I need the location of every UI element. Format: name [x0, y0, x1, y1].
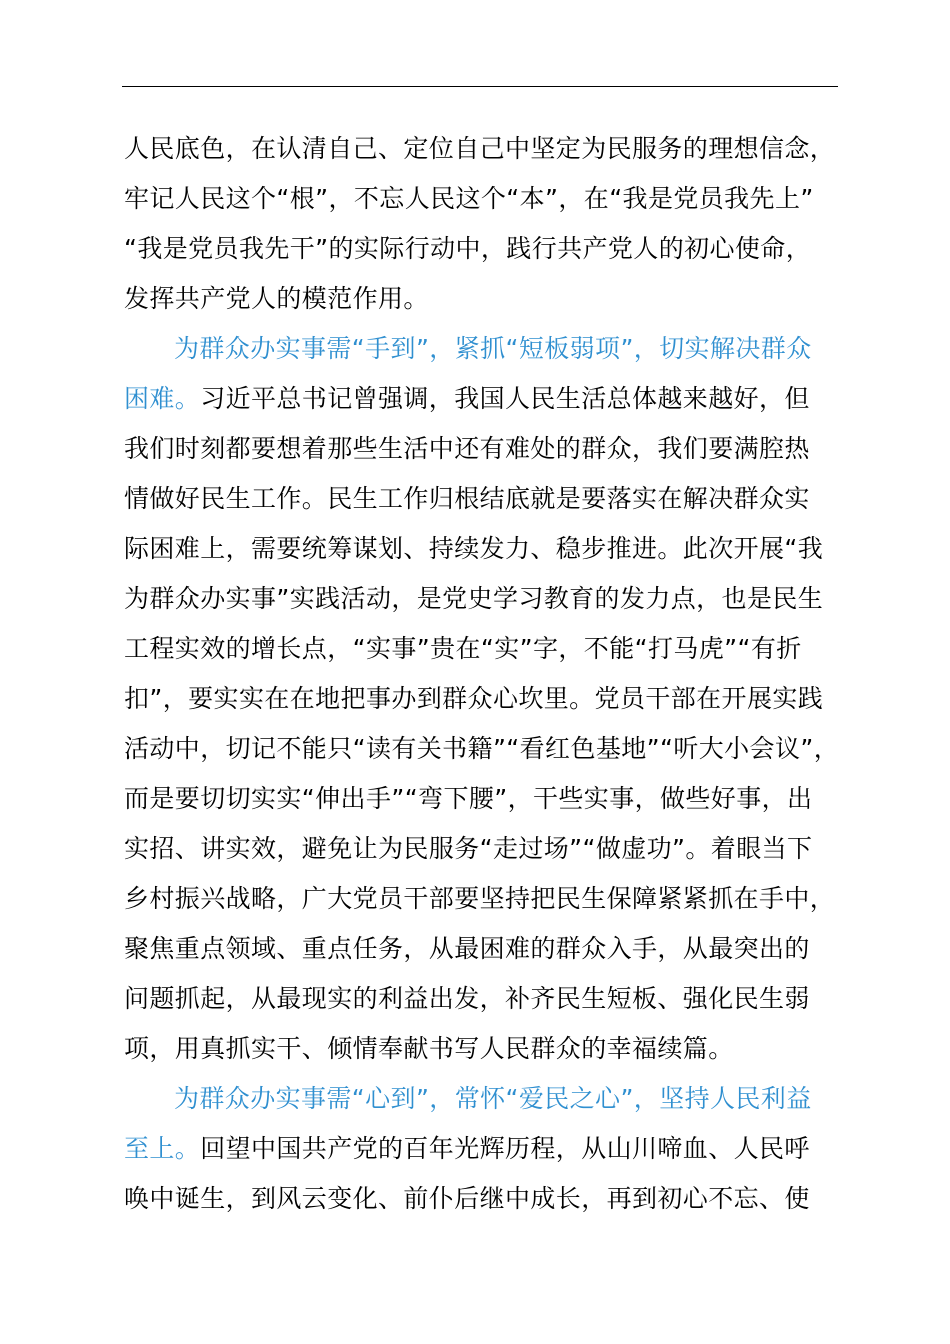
text-line: 乡村振兴战略，广大党员干部要坚持把民生保障紧紧抓在手中，	[124, 884, 836, 913]
text-line: 情做好民生工作。民生工作归根结底就是要落实在解决群众实	[124, 484, 810, 513]
text-line: 工程实效的增长点，“实事”贵在“实”字，不能“打马虎”“有折	[124, 634, 802, 663]
text-line: 人民底色，在认清自己、定位自己中坚定为民服务的理想信念，	[124, 134, 836, 163]
text-line: 牢记人民这个“根”，不忘人民这个“本”，在“我是党员我先上”	[124, 184, 814, 213]
text-line: 唤中诞生，到风云变化、前仆后继中成长，再到初心不忘、使	[124, 1184, 810, 1213]
text-line: 而是要切切实实“伸出手”“弯下腰”，干些实事，做些好事，出	[124, 784, 813, 813]
section-heading-heart-end: 至上。	[124, 1134, 201, 1163]
header-rule	[122, 86, 838, 87]
text-span: 回望中国共产党的百年光辉历程，从山川啼血、人民呼	[200, 1134, 810, 1163]
text-line	[124, 374, 858, 424]
text-line: 活动中，切记不能只“读有关书籍”“看红色基地”“听大小会议”，	[124, 734, 840, 763]
text-line	[124, 1124, 858, 1174]
text-line: 聚焦重点领域、重点任务，从最困难的群众入手，从最突出的	[124, 934, 810, 963]
text-line: “我是党员我先干”的实际行动中，践行共产党人的初心使命，	[124, 234, 812, 263]
text-line: 我们时刻都要想着那些生活中还有难处的群众，我们要满腔热	[124, 434, 810, 463]
text-line: 发挥共产党人的模范作用。	[124, 284, 429, 313]
section-heading-heart: 为群众办实事需“心到”，常怀“爱民之心”，坚持人民利益	[174, 1084, 812, 1113]
text-line: 际困难上，需要统筹谋划、持续发力、稳步推进。此次开展“我	[124, 534, 824, 563]
text-span: 习近平总书记曾强调，我国人民生活总体越来越好，但	[200, 384, 810, 413]
document-body	[124, 124, 858, 1224]
section-heading-hands: 为群众办实事需“手到”，紧抓“短板弱项”，切实解决群众	[174, 334, 812, 363]
text-line: 实招、讲实效，避免让为民服务“走过场”“做虚功”。着眼当下	[124, 834, 813, 863]
text-line: 项，用真抓实干、倾情奉献书写人民群众的幸福续篇。	[124, 1034, 734, 1063]
section-heading-hands-end: 困难。	[124, 384, 201, 413]
text-line: 扣”，要实实在在地把事办到群众心坎里。党员干部在开展实践	[124, 684, 824, 713]
text-line: 为群众办实事”实践活动，是党史学习教育的发力点，也是民生	[124, 584, 824, 613]
text-line: 问题抓起，从最现实的利益出发，补齐民生短板、强化民生弱	[124, 984, 810, 1013]
